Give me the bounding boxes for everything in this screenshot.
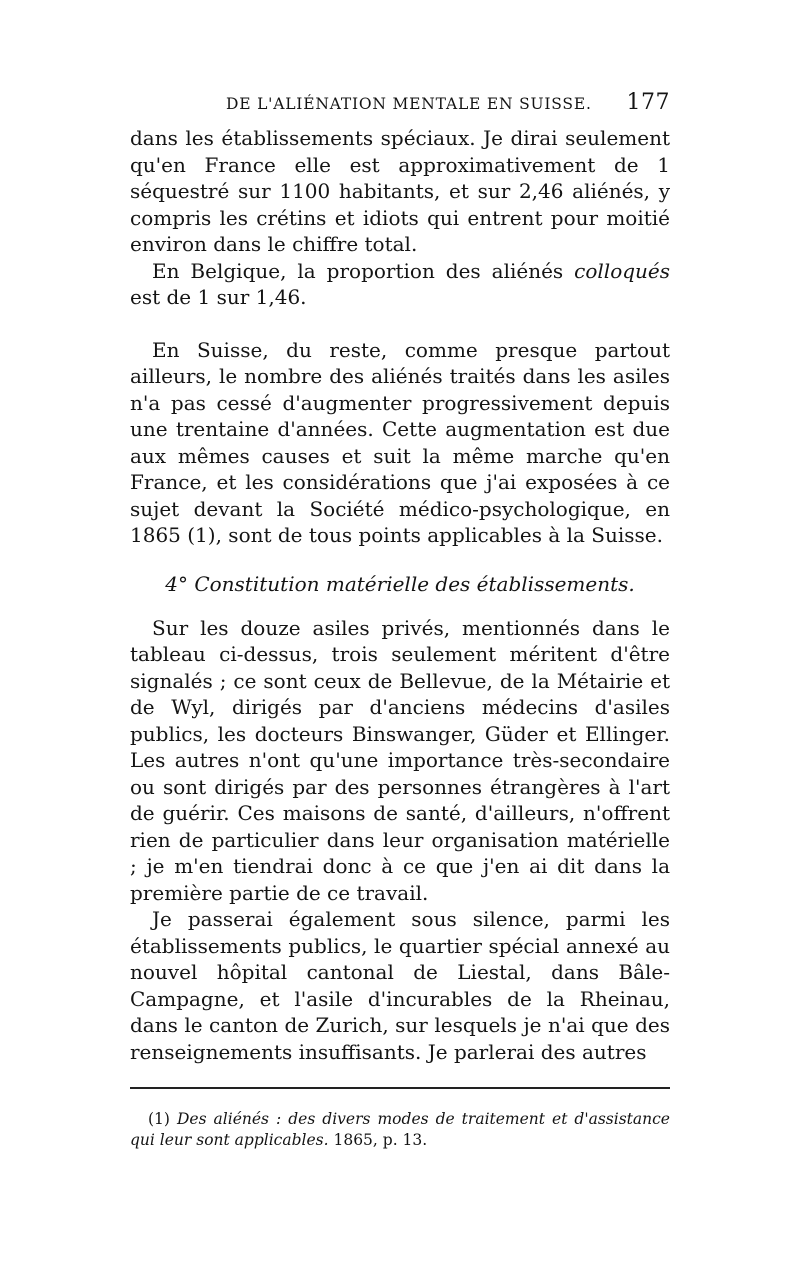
footnote-title: Des aliénés : des divers modes de traitement et d'assistance qui leur sont applicables.	[130, 1110, 670, 1149]
footnote	[130, 1109, 670, 1151]
page-number: 177	[626, 90, 670, 115]
footnote-details: 1865, p. 13.	[333, 1131, 428, 1149]
book-page	[130, 90, 670, 1151]
paragraph-public-establishments: Je passerai également sous silence, parmi les établissements publics, le quartier spécial annexé au nouvel hôpital cantonal de Liestal, dans Bâle-Campagne, et l'asile d'incurables de la Rheinau, dans le canton de Zurich, sur lesquels je n'ai que des renseignements insuffisants. Je parlerai des autres	[130, 907, 670, 1064]
paragraph-switzerland: En Suisse, du reste, comme presque partout ailleurs, le nombre des aliénés traités dans les asiles n'a pas cessé d'augmenter progressivement depuis une trentaine d'années. Cette augmentation est due aux mêmes causes et suit la même marche qu'en France, et les considérations que j'ai exposées à ce sujet devant la Société médico-psychologique, en 1865 (1), sont de tous points applicables à la Suisse.	[130, 337, 670, 547]
paragraph-private-asylums: Sur les douze asiles privés, mentionnés dans le tableau ci-dessus, trois seulement méritent d'être signalés ; ce sont ceux de Bellevue, de la Métairie et de Wyl, dirigés par d'anciens médecins d'asiles publics, les docteurs Binswanger, Güder et Ellinger. Les autres n'ont qu'une importance très-secondaire ou sont dirigés par des personnes étrangères à l'art de guérir. Ces maisons de santé, d'ailleurs, n'offrent rien de particulier dans leur organisation matérielle ; je m'en tiendrai donc à ce que j'en ai dit dans la première partie de ce travail.	[130, 615, 670, 905]
paragraph-belgium	[130, 258, 670, 311]
footnote-marker: (1)	[148, 1110, 170, 1128]
running-header	[130, 90, 670, 115]
paragraph-continuation: dans les établissements spéciaux. Je dirai seulement qu'en France elle est approximativement de 1 séquestré sur 1100 habitants, et sur 2,46 aliénés, y compris les crétins et idiots qui entrent pour moitié environ dans le chiffre total.	[130, 126, 670, 256]
paragraph-belgium-tail: est de 1 sur 1,46.	[130, 285, 307, 309]
footnote-rule	[130, 1087, 670, 1089]
section-heading: 4° Constitution matérielle des établissements.	[165, 571, 635, 596]
running-title: DE L'ALIÉNATION MENTALE EN SUISSE.	[226, 95, 592, 113]
paragraph-gap	[130, 311, 670, 337]
italic-colloques: colloqués	[574, 258, 671, 283]
paragraph-belgium-lead: En Belgique, la proportion des aliénés	[152, 258, 564, 283]
